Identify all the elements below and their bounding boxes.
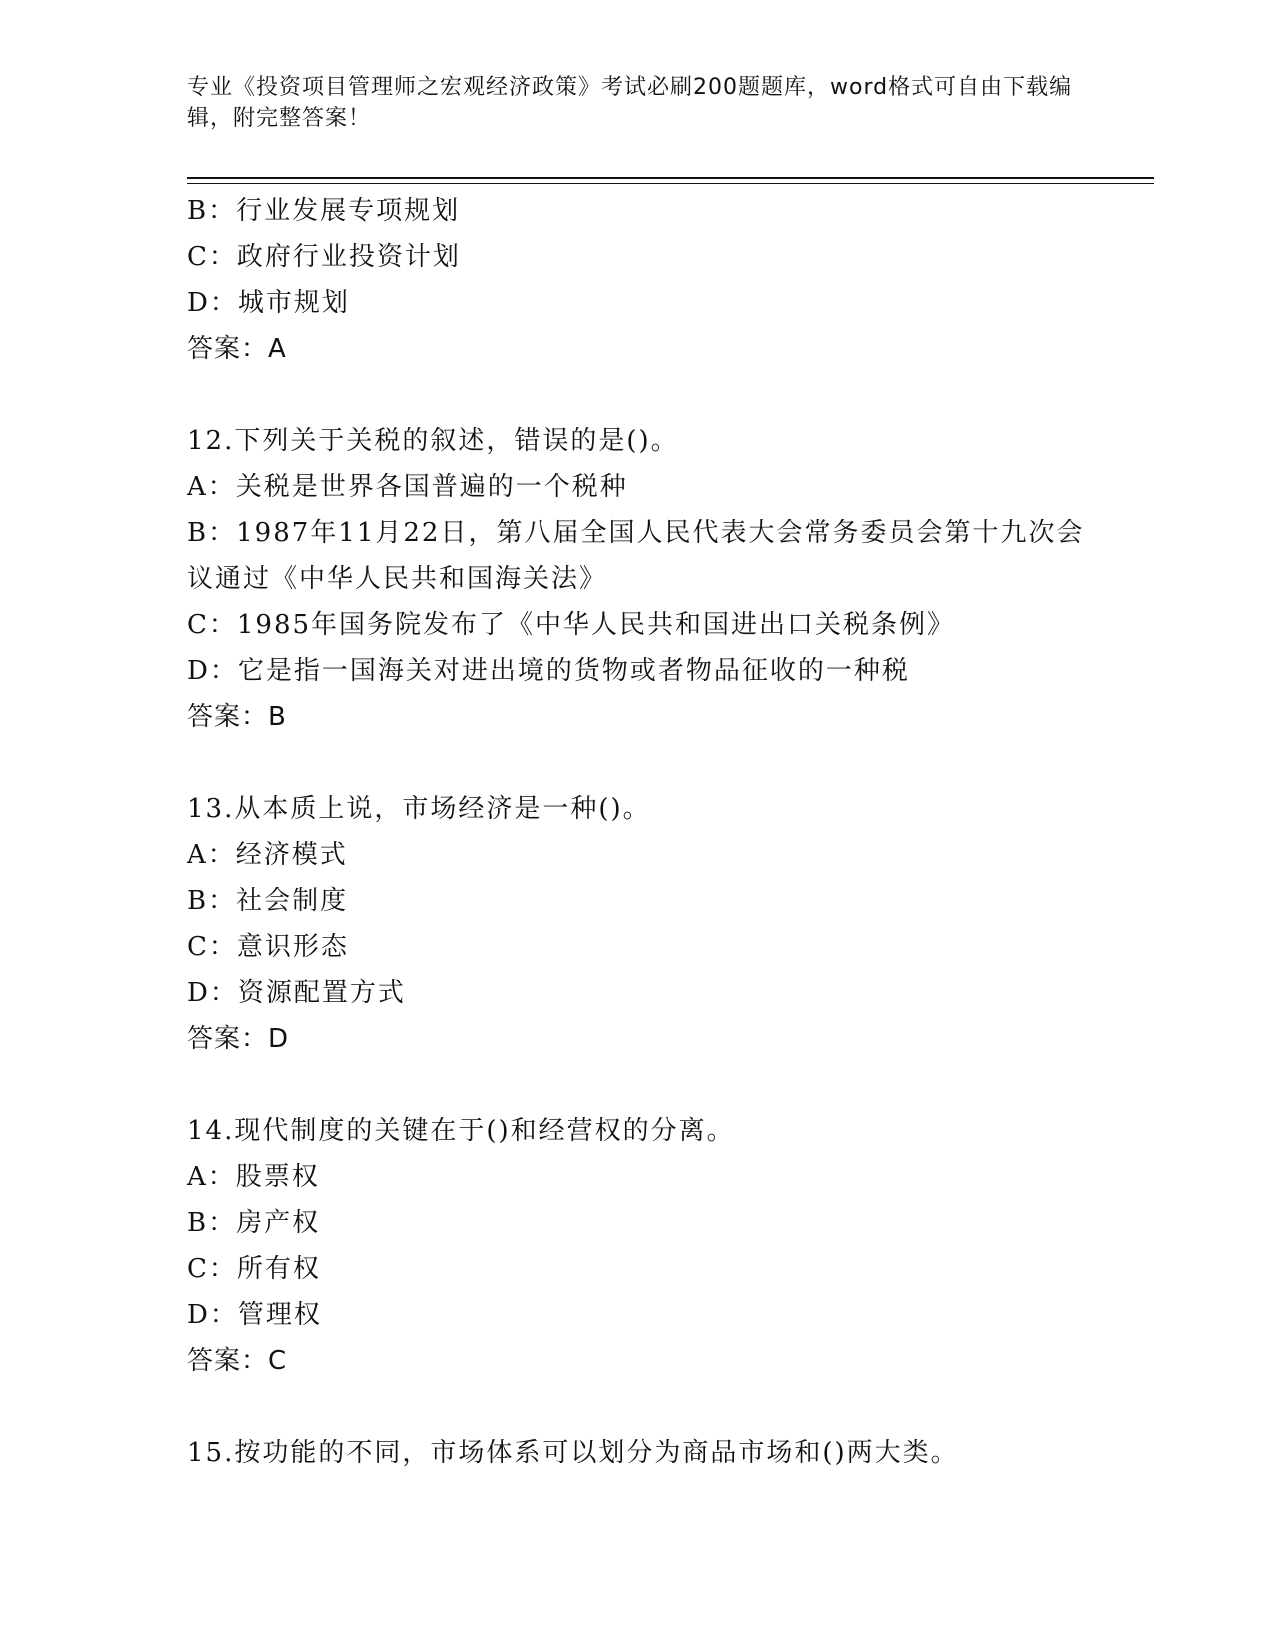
- option-c: C：政府行业投资计划: [187, 242, 461, 272]
- header-text: 专业《投资项目管理师之宏观经济政策》考试必刷200题题库，word格式可自由下载编辑，附完整答案！: [187, 75, 1073, 131]
- spacer: [187, 740, 1087, 786]
- option-c: C：意识形态: [187, 932, 349, 962]
- question-content: [187, 188, 1087, 1476]
- question-block-12: [187, 418, 1087, 740]
- option-c: C：所有权: [187, 1254, 321, 1284]
- option-b: B：社会制度: [187, 886, 349, 916]
- option-b: B：行业发展专项规划: [187, 196, 461, 226]
- answer-line: 答案：A: [187, 334, 287, 364]
- question-stem: 15.按功能的不同，市场体系可以划分为商品市场和()两大类。: [187, 1438, 959, 1468]
- question-block-14: [187, 1108, 1087, 1384]
- spacer: [187, 1384, 1087, 1430]
- spacer: [187, 372, 1087, 418]
- option-d: D：城市规划: [187, 288, 350, 318]
- spacer: [187, 1062, 1087, 1108]
- question-block-13: [187, 786, 1087, 1062]
- answer-line: 答案：C: [187, 1346, 288, 1376]
- option-a: A：股票权: [187, 1162, 320, 1192]
- question-block-15: [187, 1430, 1087, 1476]
- option-b: B：1987年11月22日，第八届全国人民代表大会常务委员会第十九次会议通过《中华人民共和国海关法》: [187, 518, 1085, 594]
- option-c: C：1985年国务院发布了《中华人民共和国进出口关税条例》: [187, 610, 956, 640]
- option-a: A：关税是世界各国普遍的一个税种: [187, 472, 628, 502]
- option-a: A：经济模式: [187, 840, 348, 870]
- header-divider-thin: [187, 183, 1154, 184]
- question-stem: 12.下列关于关税的叙述，错误的是()。: [187, 426, 679, 456]
- document-header: [187, 72, 1077, 134]
- answer-line: 答案：B: [187, 702, 287, 732]
- question-stem: 13.从本质上说，市场经济是一种()。: [187, 794, 651, 824]
- answer-line: 答案：D: [187, 1024, 290, 1054]
- header-divider-thick: [187, 177, 1154, 179]
- option-d: D：资源配置方式: [187, 978, 406, 1008]
- option-d: D：管理权: [187, 1300, 322, 1330]
- previous-question-block: [187, 188, 1087, 372]
- question-stem: 14.现代制度的关键在于()和经营权的分离。: [187, 1116, 735, 1146]
- option-b: B：房产权: [187, 1208, 321, 1238]
- option-d: D：它是指一国海关对进出境的货物或者物品征收的一种税: [187, 656, 910, 686]
